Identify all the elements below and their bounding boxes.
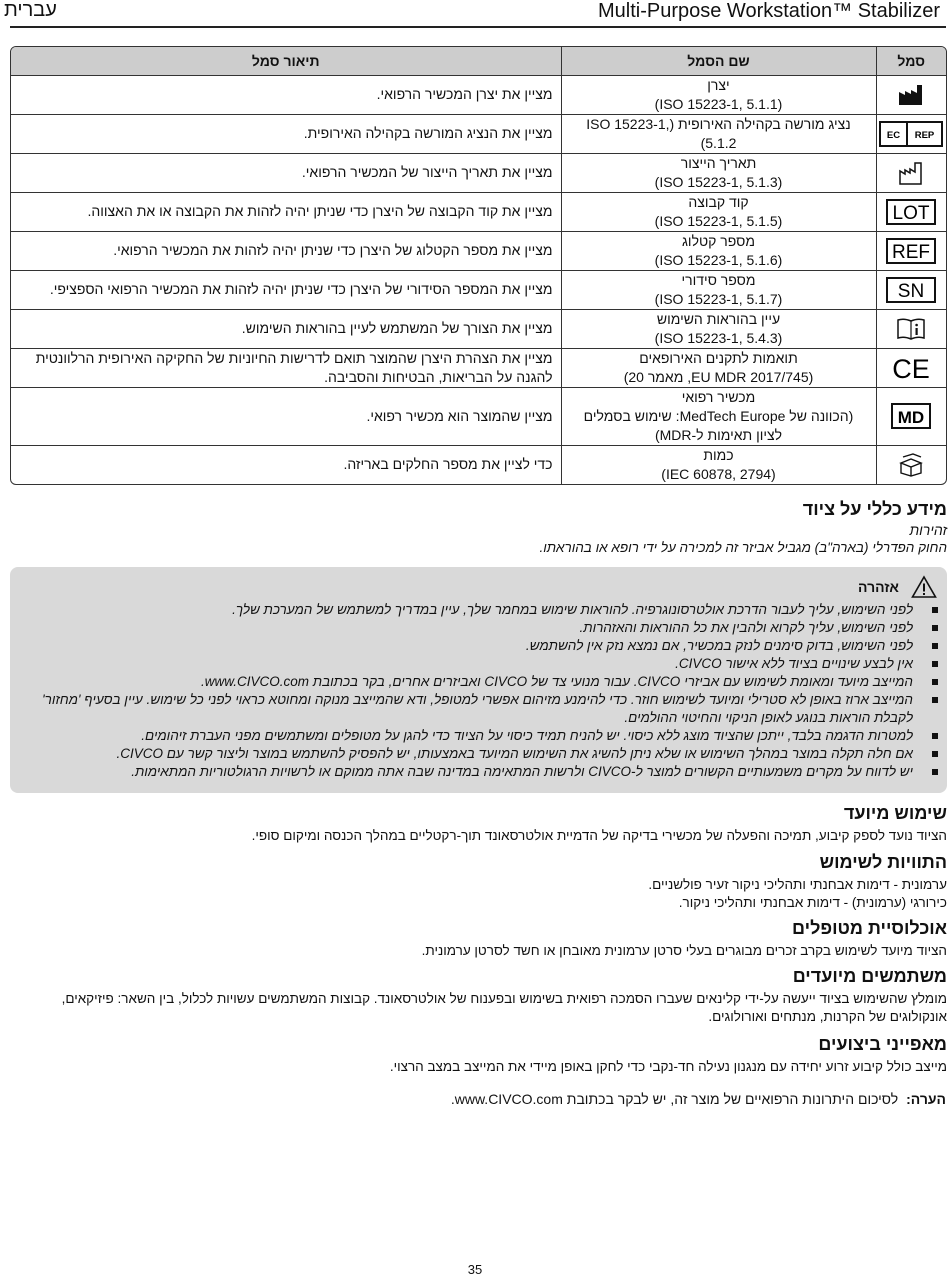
warning-list [26,601,941,781]
section-title: מאפייני ביצועים [818,1034,947,1054]
table-row [11,270,946,309]
quantity-icon [897,453,925,477]
table-row [11,114,946,153]
warning-item: המייצב ארוז באופן לא סטרילי ומיועד לשימוש חוזר. כדי להימנע מזיהום אפשרי למטופל, ודא שהמייצב מנוקה ומחוטא כראוי לפני כל שימוש. עיין בסעיף 'מחזור' לקבלת הוראות בנוגע לאופן הניקוי והחיטוי ההולמים. [26,691,941,727]
symbol-standard: (ISO 15223-1, 5.1.1) [654,95,783,112]
symbol-description: מציין את המספר הסידורי של היצרן כדי שניתן יהיה לזהות את המכשיר הרפואי הספציפי. [11,270,561,309]
ce-mark-icon [891,355,931,381]
symbol-standard: (ISO 15223-1, 5.1.3) [654,173,783,190]
medical-device-icon [891,403,931,429]
warning-item: אם חלה תקלה במוצר במהלך השימוש או שלא ניתן להשיג את השימוש המיועד באמצעותו, יש להפסיק להשתמש במוצר וליצור קשר עם CIVCO. [26,745,941,763]
symbol-description: כדי לציין את מספר החלקים באריזה. [343,456,553,472]
section-text: הציוד מיועד לשימוש בקרב זכרים מבוגרים בעלי סרטן ערמונית מאובחן או חשד לסרטן ערמונית. [421,943,947,958]
symbol-description: מציין את הנציג המורשה בקהילה האירופית. [11,114,561,153]
section-title: התוויות לשימוש [819,852,947,872]
table-row [11,309,946,348]
warning-item: למטרות הדגמה בלבד, ייתכן שהציוד מוצג ללא כיסוי. יש להניח תמיד כיסוי על הציוד כדי להגן על מטופלים ומשתמשים מפני העברת זיהומים. [26,727,941,745]
page-number: 35 [467,1262,483,1275]
symbol-standard: (ISO 15223-1, 5.1.7) [654,290,783,307]
symbol-standard: (ISO 15223-1, 5.1.6) [654,251,783,268]
warning-item: לפני השימוש, בדוק סימנים לנזק במכשיר, אם נמצא נזק אין להשתמש. [26,637,941,655]
symbol-name: קוד קבוצה [688,193,749,210]
symbol-name: יצרן [707,76,730,93]
table-row [11,387,946,445]
table-row [11,231,946,270]
symbol-name: מספר סידורי [681,271,756,288]
section-title: אוכלוסיית מטופלים [792,918,947,938]
symbol-name: מספר קטלוג [682,232,755,249]
warning-triangle-icon [911,575,937,599]
symbol-description: מציין את הצהרת היצרן שהמוצר תואם לדרישות החיוניות של החקיקה האירופית הרלוונטית להגנה על הבריאות, הבטיחות והסביבה. [11,348,561,387]
manufacturer-icon [898,84,924,106]
header-symbol: סמל [876,47,946,75]
symbol-name: מכשיר רפואי [681,388,756,405]
symbol-description: מציין את יצרן המכשיר הרפואי. [11,75,561,114]
indication-line: ערמונית - דימות אבחנתי ותהליכי ניקור זעיר פולשניים. [648,877,947,892]
general-info-section [539,498,947,557]
section-title: מידע כללי על ציוד [802,499,947,519]
symbol-standard: (IEC 60878, 2794) [661,465,776,482]
note-label: הערה: [906,1091,946,1107]
document-title: Multi-Purpose Workstation™ Stabilizer [598,0,940,22]
note [451,1090,946,1108]
section-text: הציוד נועד לספק קיבוע, תמיכה והפעלה של מכשירי בדיקה של הדמיית אולטרסאונד תוך-רקטליים במהלך הכנסה ומיקום סופי. [251,828,947,843]
symbol-name: עיין בהוראות השימוש [656,310,781,327]
symbol-standard: (ISO 15223-1, 5.1.5) [654,212,783,229]
warning-box [10,567,947,793]
caution-title: זהירות [909,522,947,538]
table-row [11,348,946,387]
ec-rep-icon [879,121,943,147]
symbol-name: תאריך הייצור [680,154,757,171]
svg-text:LOT: LOT [892,202,930,224]
section-text: מייצב כולל קיבוע זרוע יחידה עם מנגנון נעילה חד-נקבי כדי לחקן באופן מיידי את המייצב במצב הרצוי. [389,1059,947,1074]
intended-use-section [10,802,947,845]
table-header-row [11,47,946,75]
warning-item: יש לדווח על מקרים משמעותיים הקשורים למוצר ל-CIVCO ולרשות המתאימה במדינה שבה אתה ממוקם או לרשויות הרגולטוריות המתאימות. [26,763,941,781]
table-row [11,75,946,114]
svg-text:REF: REF [892,241,931,263]
lot-icon [886,199,936,225]
header-description: תיאור סמל [11,47,561,75]
table-row [11,153,946,192]
warning-item: לפני השימוש, עליך לעבור הדרכת אולטרסונוגרפיה. להוראות שימוש במחמר שלך, עיין במדריך למשתמש של המערכת שלך. [26,601,941,619]
section-text: מומלץ שהשימוש בציוד ייעשה על-ידי קלינאים שעברו הסמכה רפואית בשימוש ובפענוח של אולטרסאונד. קבוצות המשתמשים עשויות לכלול, בין השאר: פיזיקאים, אונקולוגים של הקרנות, מנתחים ואורולוגים. [61,991,947,1024]
symbol-standard: (הכוונה של MedTech Europe: שימוש בסמלים לציון תאימות ל-MDR) [583,407,854,443]
consult-instructions-icon [896,317,926,341]
symbol-description: מציין את קוד הקבוצה של היצרן כדי שניתן יהיה לזהות את הקבוצה או את האצווה. [11,192,561,231]
intended-users-section [14,965,947,1026]
warning-item: המייצב מיועד ומאומת לשימוש עם אביזרי CIVCO. עבור מנועי צד של CIVCO ואביזרים אחרים, בקר בכתובת www.CIVCO.com. [26,673,941,691]
serial-number-icon [886,277,936,303]
warning-title: אזהרה [858,579,899,595]
symbol-name: תואמות לתקנים האירופאים [639,349,798,366]
ref-icon [886,238,936,264]
header-name: שם הסמל [561,47,876,75]
symbol-description: מציין את תאריך הייצור של המכשיר הרפואי. [11,153,561,192]
table-row [11,445,946,484]
indications-section [10,851,947,912]
symbol-description: מציין את מספר הקטלוג של היצרן כדי שניתן יהיה לזהות את המכשיר הרפואי. [11,231,561,270]
warning-header [858,573,937,601]
symbol-standard: (ISO 15223-1, 5.4.3) [654,329,783,346]
svg-text:REP: REP [914,129,935,141]
symbol-standard: (EU MDR 2017/745, מאמר 20) [623,368,814,385]
language-label: עברית [4,0,57,21]
section-title: שימוש מיועד [843,803,947,823]
svg-text:SN: SN [898,280,925,302]
warning-item: אין לבצע שינויים בציוד ללא אישור CIVCO. [26,655,941,673]
svg-text:CE: CE [892,354,931,381]
page-header [4,0,946,28]
performance-section [10,1033,947,1076]
symbol-name: כמות [703,446,734,463]
warning-item: לפני השימוש, עליך לקרוא ולהבין את כל ההוראות והאזהרות. [26,619,941,637]
svg-text:MD: MD [898,408,925,427]
patient-population-section [10,917,947,960]
symbols-table [10,46,947,485]
table-row [11,192,946,231]
symbol-name: נציג מורשה בקהילה האירופית (ISO 15223-1, 5.1.2) [561,114,876,153]
svg-text:EC: EC [887,129,901,141]
section-title: משתמשים מיועדים [792,966,947,986]
indication-line: כירורגי (ערמונית) - דימות אבחנתי ותהליכי ניקור. [678,895,947,910]
caution-text: החוק הפדרלי (בארה"ב) מגביל אביזר זה למכירה על ידי רופא או בהוראתו. [539,540,947,555]
symbol-description: מציין שהמוצר הוא מכשיר רפואי. [11,387,561,445]
symbol-description: מציין את הצורך של המשתמש לעיין בהוראות השימוש. [11,309,561,348]
note-text: לסיכום היתרונות הרפואיים של מוצר זה, יש לבקר בכתובת www.CIVCO.com. [450,1091,899,1107]
date-of-manufacture-icon [898,161,924,185]
